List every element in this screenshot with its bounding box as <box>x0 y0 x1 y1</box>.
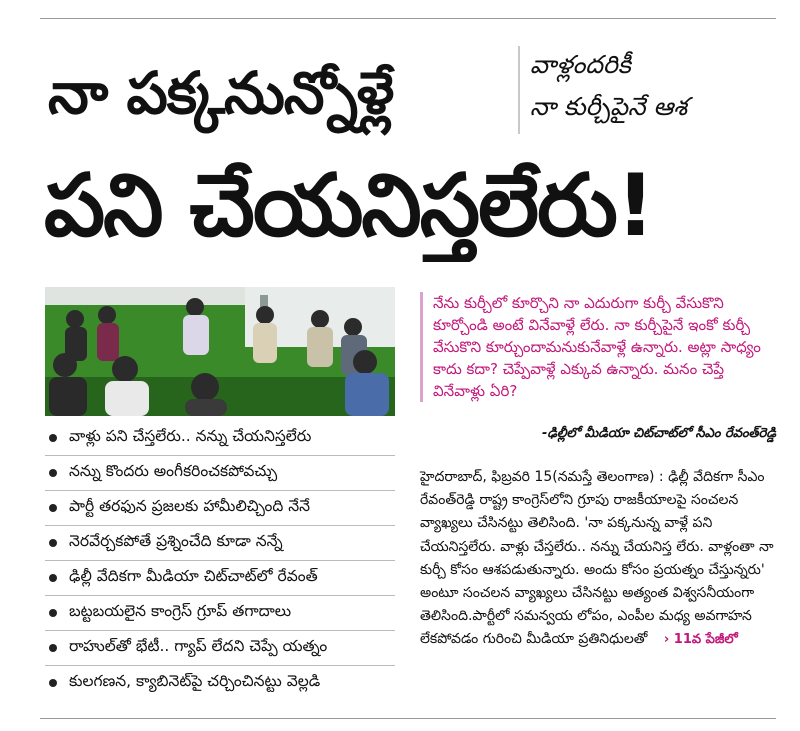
quote-credit: -ఢిల్లీలో మీడియా చిట్‌చాట్‌లో సీఎం రేవంత్‌రెడ్డి <box>542 426 776 441</box>
list-item: ఢిల్లీ వేదికగా మీడియా చిట్‌చాట్‌లో రేవంత్ <box>45 560 395 595</box>
top-rule <box>40 18 776 19</box>
bullet-dot-icon <box>49 644 57 652</box>
bottom-rule <box>40 718 776 719</box>
kicker-divider <box>518 46 520 134</box>
news-photo <box>45 287 395 416</box>
list-item: పార్టీ తరఫున ప్రజలకు హామీలిచ్చింది నేనే <box>45 490 395 525</box>
bullet-dot-icon <box>49 574 57 582</box>
headline-line2: పని చేయనిస్తలేరు! <box>44 156 654 256</box>
highlights-list <box>45 420 395 700</box>
meeting-photo-illustration <box>45 287 395 416</box>
kicker-line-1: వాళ్లందరికీ <box>530 50 631 79</box>
bullet-dot-icon <box>49 469 57 477</box>
bullet-dot-icon <box>49 539 57 547</box>
bullet-dot-icon <box>49 434 57 442</box>
kicker-line-2: నా కుర్చీపైనే ఆశ <box>530 92 688 121</box>
list-item: వాళ్లు పని చేస్తలేరు.. నన్ను చేయనిస్తలేరు <box>45 420 395 455</box>
list-item: నన్ను కొందరు అంగీకరించకపోవచ్చు <box>45 455 395 490</box>
bullet-dot-icon <box>49 609 57 617</box>
article-text: హైదరాబాద్, ఫిబ్రవరి 15(నమస్తే తెలంగాణ) : ఢిల్లీ వేదికగా సీఎం రేవంత్‌రెడ్డి రాష్ట్ర కాంగ్రెస్‌లోని గ్రూపు రాజకీయాలపై సంచలన వ్యాఖ్యలు చేసినట్టు తెలిసింది. 'నా పక్కనున్న వాళ్లే పని చేయనిస్తలేరు. వాళ్లు చేస్తలేరు.. నన్ను చేయనిస్త లేరు. వాళ్లంతా నా కుర్చీ కోసం ఆశపడుతున్నారు. అందు కోసం ప్రయత్నం చేస్తున్నరు' అంటూ సంచలన వ్యాఖ్యలు చేసినట్టు అత్యంత విశ్వసనీయంగా తెలిసింది.పార్టీలో సమన్వయ లోపం, ఎంపీల మధ్య అవగాహన లేకపోవడం గురించి మీడియా ప్రతినిధులతో <box>420 469 774 648</box>
pull-quote: నేను కుర్చీలో కూర్చొని నా ఎదురుగా కుర్చీ వేసుకొని కూర్చోండి అంటే వినేవాళ్లే లేరు. నా కుర్చీపైనే ఇంకో కుర్చీ వేసుకొని కూర్చుందామనుకునేవాళ్లే ఉన్నారు. అట్లా సాధ్యం కాదు కదా? చెప్పేవాళ్లే ఎక్కువ ఉన్నారు. మనం చెప్తే వినేవాళ్లు ఏరి? <box>420 292 772 402</box>
bullet-dot-icon <box>49 679 57 687</box>
jump-arrow-icon: › <box>663 632 670 648</box>
list-item: కులగణన, క్యాబినెట్‌పై చర్చించినట్టు వెల్లడి <box>45 665 395 700</box>
bullet-dot-icon <box>49 504 57 512</box>
list-item: రాహుల్‌తో భేటీ.. గ్యాప్ లేదని చెప్పే యత్నం <box>45 630 395 665</box>
list-item: బట్టబయలైన కాంగ్రెస్ గ్రూప్ తగాదాలు <box>45 595 395 630</box>
article-body <box>420 466 774 652</box>
list-item: నెరవేర్చకపోతే ప్రశ్నించేది కూడా నన్నే <box>45 525 395 560</box>
page-jump: › 11వ పేజీలో <box>663 632 738 648</box>
headline-kicker <box>530 44 780 128</box>
headline-line1: నా పక్కనున్నోళ్లే <box>48 59 394 127</box>
